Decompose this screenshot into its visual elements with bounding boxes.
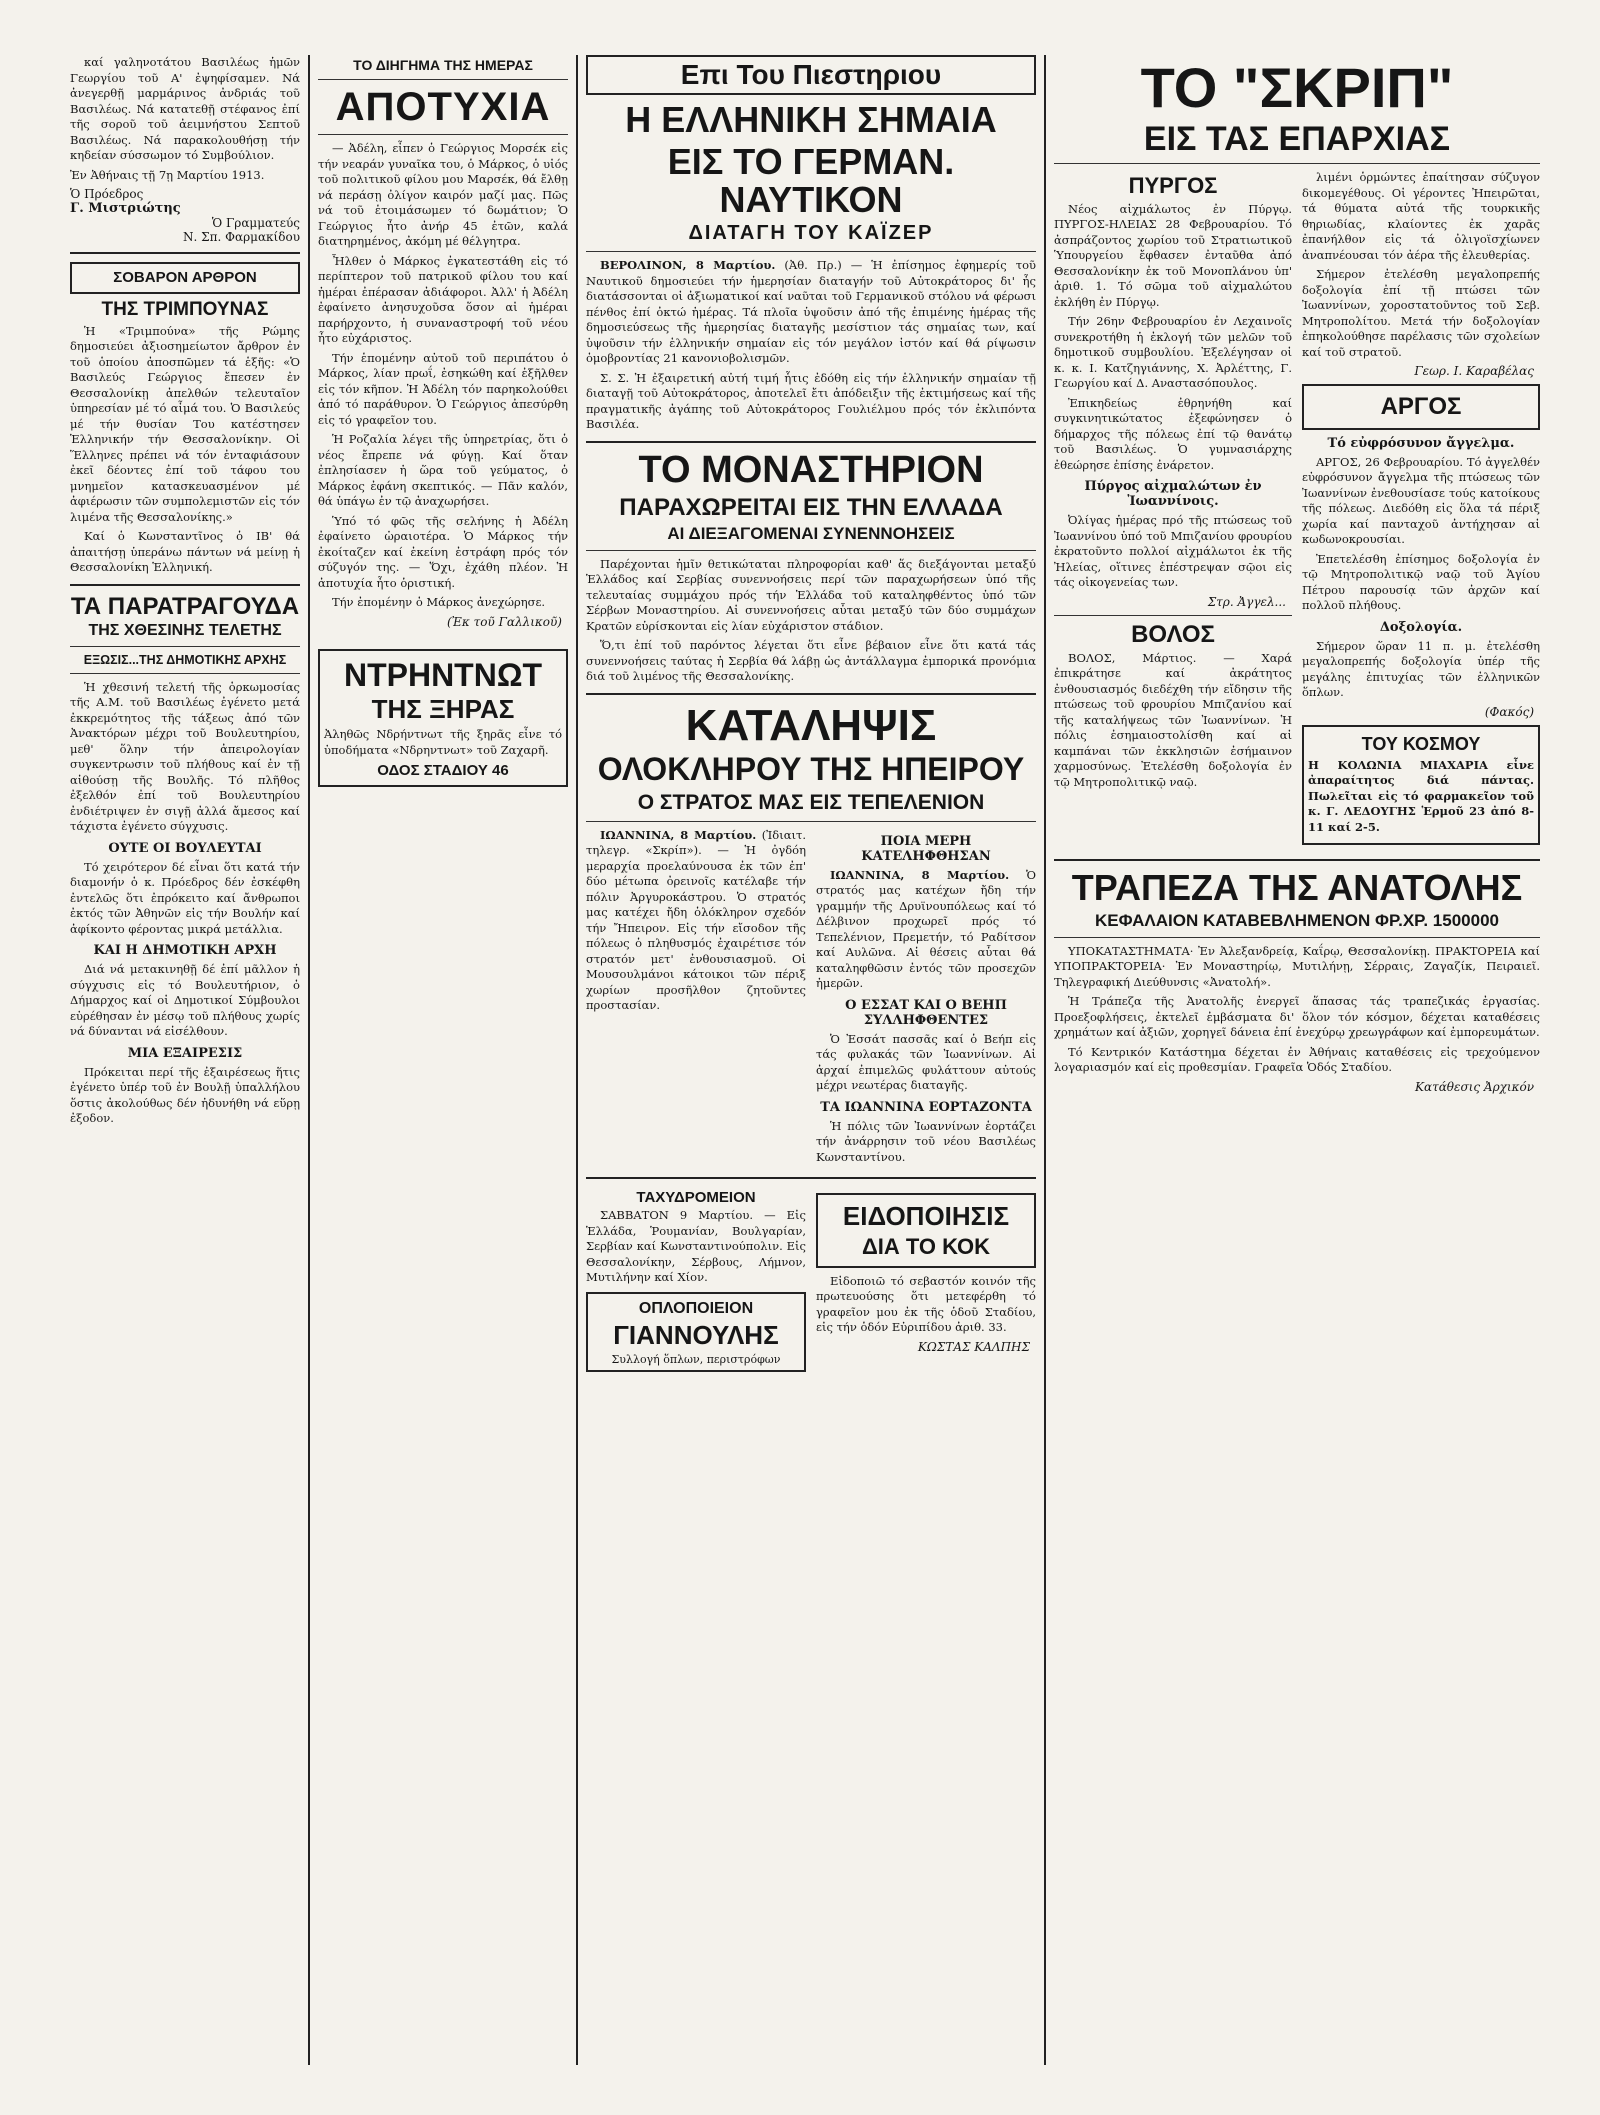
col3-ads-right: [816, 1187, 1036, 1378]
col4-bank-text3: Τό Κεντρικόν Κατάστημα δέχεται ἐν Ἀθήναις καταθέσεις εἰς τρεχούμενον λογαριασμόν καί εἰς προθεσμίαν. Γραφεῖα Ὁδός Σταδίου.: [1054, 1044, 1540, 1075]
col3-text-body: (Ἀθ. Πρ.) — Ἡ ἐπίσημος ἐφημερίς τοῦ Ναυτικοῦ δημοσιεύει τήν ἡμερησίαν διαταγήν τοῦ Αὐτοκράτορος δι' ἧς διατάσσονται οἱ ἀξιωματικοί καί ναῦται τοῦ Γερμανικοῦ στόλου νά φέρωσι πένθος ἐπί ὀκτώ ἡμέρας. Τά πλοῖα ὑψοῦσιν ἀπό τῆς ἐπιμένης ἡμέρας τῆς δημοσιεύσεως τῆς ἡμερησίας διαταγῆς μεσίστιον τάς σημαίας των, καί ὑψοῦσιν τήν ἑλληνικήν σημαίαν εἰς τόν μεγάλον ἱστόν καί θά ρίψωσιν ὁμοβροντίας 21 κανονιοβολισμῶν.: [586, 258, 1036, 366]
col3-ads2-text: Συλλογή ὅπλων, περιστρόφων: [611, 1353, 781, 1367]
divider: [586, 550, 1036, 551]
col3-ads2-heading: ΟΠΛΟΠΟΙΕΙΟΝ: [638, 1299, 754, 1317]
col4-argos-heading: ΑΡΓΟΣ: [1380, 393, 1462, 421]
column-3: [586, 55, 1036, 2065]
divider: [586, 693, 1036, 695]
col4-bank-text2: Ἡ Τράπεζα τῆς Ἀνατολῆς ἐνεργεῖ ἅπασας τάς τραπεζικάς ἐργασίας. Προεξοφλήσεις, ἐκτελεῖ ἐμβάσματα δι' ὅλον τόν κόσμον, δέχεται καταθέσεις χρημάτων καί ἀξιῶν, χορηγεῖ δάνεια ἐπί ἐνεχύρῳ χρεωγράφων καί ἐμπορευμάτων.: [1054, 994, 1540, 1040]
col4-kosmou-box: [1302, 725, 1540, 845]
divider: [70, 584, 300, 586]
col2-ad-address: ΟΔΟΣ ΣΤΑΔΙΟΥ 46: [377, 762, 509, 780]
col4-kosmou-heading: ΤΟΥ ΚΟΣΜΟΥ: [1361, 733, 1481, 754]
col4-argos-box: [1302, 384, 1540, 429]
col4-volos-heading: ΒΟΛΟΣ: [1131, 620, 1215, 648]
col4-bank-sign: Κατάθεσις Ἀρχικόν: [1415, 1079, 1534, 1094]
col2-text-5: Ὑπό τό φῶς τῆς σελήνης ἡ Ἀδέλη ἐφαίνετο ὡραιοτέρα. Ὁ Μάρκος τήν ἐκοίταζεν καί ἐκείνη ἐστράφη πρός τόν σύζυγόν της. — Ὅχι, ἐχάθη πλέον. Ἡ ἀποτυχία ἦτο ὁριστική.: [318, 513, 568, 590]
col3-ads: [586, 1187, 1036, 1378]
col3-text2: Παρέχονται ἡμῖν θετικώταται πληροφορίαι καθ' ἅς διεξάγονται μεταξύ Ἑλλάδος καί Σερβίας συνεννοήσεις περί τῶν παραχωρήσεων ὑπό τῆς τελευταίας συμμάχου πρός τήν Ἑλλάδα τοῦ καταληφθέντος ὑπό τῶν Σέρβων Μοναστηρίου. Αἱ συνεννοήσεις αὗται μεταξύ τῶν δύο συμμάχων Κρατῶν εὑρίσκονται εἰς λίαν εὐχάριστον στάδιον.: [586, 556, 1036, 633]
col4-right-sign: Γεωρ. Ι. Καραβέλας: [1414, 364, 1534, 379]
col4-argos-text3: Σήμερον ὥραν 11 π. μ. ἐτελέσθη μεγαλοπρεπής δοξολογία ὑπέρ τῆς μεγάλης ἐπιτυχίας τῶν ἑλληνικῶν ὅπλων.: [1302, 638, 1540, 700]
col3-notice-box: [816, 1193, 1036, 1267]
col1-article2-heading-2: ΤΗΣ ΤΡΙΜΠΟΥΝΑΣ: [101, 298, 269, 320]
col4-pyrgos-sub: Πύργος αἰχμαλώτων ἐν Ἰωαννίνοις.: [1084, 479, 1262, 510]
col3-text3-body: (Ἰδιαιτ. τηλεγρ. «Σκρίπ»). — Ἡ ὀγδόη μεραρχία προελαύνουσα ἐκ τῶν ἐπ' δύο μέτωπα ὀρεινοῖς κατέλαβε τήν πόλιν Ἀργυροκάστρου. Ὁ στρατός μας κατέχει ἤδη ὁλόκληρον σχεδόν τήν Ἤπειρον. Εἰς τήν εἴσοδον τῆς πόλεως ὁ πληθυσμός ἐχαιρέτισε τόν στρατόν μετ' ἐνθουσιασμοῦ. Οἱ Μουσουλμάνοι κάτοικοι τῶν πέριξ χωρίων προσῆλθον ζητοῦντες προστασίαν.: [586, 827, 806, 1013]
col2-text-6: Τήν ἐπομένην ὁ Μάρκος ἀνεχώρησε.: [332, 595, 546, 609]
col4-right: [1302, 170, 1540, 851]
col1-top-text: καί γαληνοτάτου Βασιλέως ἡμῶν Γεωργίου τοῦ Α' ἐψηφίσαμεν. Νά ἀνεγερθῇ μαρμάρινος ἀνδριάς τοῦ Βασιλέως. Νά κατατεθῇ στέφανος ἐπί τῆς σοροῦ τοῦ ἀειμνήστου Σεπτοῦ Βασιλέως. Νά παρακολουθήσῃ τήν κηδείαν σύσσωμον τό Συμβούλιον.: [70, 55, 300, 162]
col1-sub2-heading: ΚΑΙ Η ΔΗΜΟΤΙΚΗ ΑΡΧΗ: [93, 943, 277, 959]
col1-secretary-label: Ὁ Γραμματεύς: [211, 216, 300, 230]
col3-ads-heading: ΤΑΧΥΔΡΟΜΕΙΟΝ: [636, 1189, 756, 1207]
col1-president-label: Ὁ Πρόεδρος: [70, 187, 144, 201]
col3-text2b: Ὅ,τι ἐπί τοῦ παρόντος λέγεται ὅτι εἶνε βέβαιον εἶνε ὅτι κατά τάς συνεννοήσεις ταύτας ἡ Σερβία θά λάβῃ ὡς ἀντάλλαγμα ἐμπορικά προνόμια διά τοῦ λιμένος τῆς Θεσσαλονίκης.: [586, 638, 1036, 684]
col3-head4: ΠΟΙΑ ΜΕΡΗ ΚΑΤΕΛΗΦΘΗΣΑΝ: [861, 833, 991, 864]
col3-ads-text: ΣΑΒΒΑΤΟΝ 9 Μαρτίου. — Εἰς Ἑλλάδα, Ῥουμανίαν, Βουλγαρίαν, Σερβίαν καί Κωνσταντινούπολιν. Εἰς Θεσσαλονίκην, Σέρβους, Λήμνον, Μυτιλήνην καί Χίον.: [586, 1208, 806, 1285]
col3-subhead: ΔΙΑΤΑΓΗ ΤΟΥ ΚΑΪΖΕΡ: [688, 222, 934, 245]
divider: [70, 673, 300, 674]
col3-head2-a: ΤΟ ΜΟΝΑΣΤΗΡΙΟΝ: [638, 448, 984, 491]
col4-pyrgos-text3: Ἐπικηδείως ἐθρηνήθη καί συγκινητικώτατος ἐξεφώνησεν ὁ δήμαρχος τῆς πόλεως ἐπί τῷ θανάτῳ τοῦ Βασιλέως. Ὁ γυμνασιάρχης ἐθεώρησε ἐπίσης ἐνάρετον.: [1054, 395, 1292, 472]
col1-article2-tail: Καί ὁ Κωνσταντῖνος ὁ ΙΒ' θά ἀπαιτήσῃ ὑπεράνω πάντων νά μείνῃ ἡ Θεσσαλονίκη Ἑλληνική.: [70, 529, 300, 575]
col3-dateline3: ΙΩΑΝΝΙΝΑ, 8 Μαρτίου.: [600, 827, 757, 842]
col4-bank-text: ΥΠΟΚΑΤΑΣΤΗΜΑΤΑ· Ἐν Ἀλεξανδρείᾳ, Καΐρῳ, Θεσσαλονίκῃ. ΠΡΑΚΤΟΡΕΙΑ καί ΥΠΟΠΡΑΚΤΟΡΕΙΑ· Ἐν Μοναστηρίῳ, Μυτιλήνῃ, Σέρραις, Ζαγαζίκ, Πειραιεῖ. Τηλεγραφική Διεύθυνσις «Ἀνατολή».: [1054, 943, 1540, 989]
col3-ads-left: [586, 1187, 806, 1378]
col3-head2-b: ΠΑΡΑΧΩΡΕΙΤΑΙ ΕΙΣ ΤΗΝ ΕΛΛΑΔΑ: [619, 493, 1003, 521]
col4-masthead-1: ΤΟ "ΣΚΡΙΠ": [1140, 56, 1454, 119]
col4-pyrgos-text4: Ὀλίγας ἡμέρας πρό τῆς πτώσεως τοῦ Ἰωαννίνου ὑπό τοῦ Μπιζανίου φρουρίου ἐκρατοῦντο πολλοί αἰχμάλωτοι ἐκ τῆς Ἠλείας, οἵτινες ἐπέστρεψαν σῷοι εἰς τάς οἰκογενείας των.: [1054, 513, 1292, 590]
column-4: [1054, 55, 1540, 2065]
col1-sub2-text: Διά νά μετακινηθῇ δέ ἐπί μᾶλλον ἡ σύγχυσις εἰς τό Βουλευτήριον, ὁ Δήμαρχος καί οἱ Δημοτικοί Σύμβουλοι εὑρέθησαν ἐν μέσῳ τοῦ πλήθους χωρίς νά δύνανται νά εἰσέλθουν.: [70, 962, 300, 1039]
col2-text-3: Τήν ἑπομένην αὐτοῦ τοῦ περιπάτου ὁ Μάρκος, λίαν πρωΐ, ἐσηκώθη καί ἐξῆλθεν εἰς τόν κῆπον. Ἡ Ἀδέλη τόν παρηκολούθει ἀπό τό παράθυρον. Ὁ Γεώργιος ἀπεσύρθη εἰς τό γραφεῖον του.: [318, 350, 568, 427]
col3-dateline: ΒΕΡΟΛΙΝΟΝ, 8 Μαρτίου.: [600, 258, 776, 273]
col3-headline-1: Η ΕΛΛΗΝΙΚΗ ΣΗΜΑΙΑ: [625, 99, 997, 140]
divider: [70, 646, 300, 647]
col1-article2-heading-1: ΣΟΒΑΡΟΝ ΑΡΘΡΟΝ: [113, 269, 257, 286]
col1-sub3-text: Πρόκειται περί τῆς ἐξαιρέσεως ἥτις ἐγένετο ὑπέρ τοῦ ἐν Βουλῇ ὑπαλλήλου ὅστις ἀκολούθως δέν ἠδυνήθη νά εὕρῃ ἐξοδον.: [70, 1064, 300, 1126]
col3-text6: Ἡ πόλις τῶν Ἰωαννίνων ἑορτάζει τήν ἀνάρρησιν τοῦ νέου Βασιλέως Κωνσταντίνου.: [816, 1118, 1036, 1164]
column-rule: [308, 55, 310, 2065]
col3-masthead: Επι Του Πιεστηριου: [586, 55, 1036, 95]
col4-bank-subheading: ΚΕΦΑΛΑΙΟΝ ΚΑΤΑΒΕΒΛΗΜΕΝΟΝ ΦΡ.ΧΡ. 1500000: [1095, 910, 1499, 930]
col1-article2-heading-box: [70, 262, 300, 294]
column-rule: [576, 55, 578, 2065]
col4-split: [1054, 170, 1540, 851]
col4-left: [1054, 170, 1292, 851]
col3-dateline4: ΙΩΑΝΝΙΝΑ, 8 Μαρτίου.: [830, 867, 1010, 882]
col3-head3-c: Ο ΣΤΡΑΤΟΣ ΜΑΣ ΕΙΣ ΤΕΠΕΛΕΝΙΟΝ: [637, 790, 985, 814]
col4-argos-sign: (Φακός): [1484, 704, 1534, 719]
col1-article3-text: Ἡ χθεσινή τελετή τῆς ὁρκωμοσίας τῆς Α.Μ. τοῦ Βασιλέως ἐγένετο μετά ἐκκρεμότητος τῆς τάξεως ἀπό τῶν Ἀνακτόρων μέχρι τοῦ Βουλευτηρίου, μεθ' ὅλην τήν ἀπειρολογίαν συγκεντρωσιν τοῦ πλήθους καί ἐν τῇ αἰθούσῃ τῆς Βουλῆς. Τό πλῆθος ἐξελθόν ἐπί τοῦ Βουλευτηρίου ἐνδιέτριψεν ἐν σιγῇ ἀλλά ἄμεσος καί τάχιστα ἐγένετο σύγχυσις.: [70, 679, 300, 834]
col3-notice-heading-1: ΕΙΔΟΠΟΙΗΣΙΣ: [842, 1201, 1010, 1232]
column-rule: [1044, 55, 1046, 2065]
col2-ad-text: Ἀληθῶς Νδρήντνωτ τῆς ξηρᾶς εἶνε τό ὑποδήματα «Νδρηντνωτ» τοῦ Ζαχαρῆ.: [324, 727, 562, 757]
col2-text-1: — Ἀδέλη, εἶπεν ὁ Γεώργιος Μορσέκ εἰς τήν νεαράν γυναῖκα του, ὁ Μάρκος, ὁ υἱός τοῦ πολιτικοῦ φίλου μου Μαρσέκ, θά ἔλθῃ νά περάσῃ ὀλίγον καιρόν μαζί μας. Πῶς νά τοῦ ἑτοιμάσωμεν τό δωμάτιον; Ὁ Γεώργιος ἦτο ἀνήρ 45 ἐτῶν, καλά διατηρημένος, ἀκόμη μέ θέλγητρα.: [318, 141, 568, 248]
col1-article3-heading-2: ΤΗΣ ΧΘΕΣΙΝΗΣ ΤΕΛΕΤΗΣ: [88, 621, 282, 639]
col1-sub3-heading: ΜΙΑ ΕΞΑΙΡΕΣΙΣ: [127, 1045, 243, 1061]
col4-bank-heading: ΤΡΑΠΕΖΑ ΤΗΣ ΑΝΑΤΟΛΗΣ: [1071, 867, 1523, 909]
column-2: [318, 55, 568, 2065]
col4-argos-sub: Τό εὐφρόσυνον ἄγγελμα.: [1327, 435, 1515, 451]
col4-right-text: λιμένι ὁρμώντες ἐπαίτησαν σύζυγον δικομεγέθους. Οἱ γέροντες Ἠπειρῶται, τά θύματα αὐτά τῆς τουρκικῆς θηριωδίας, κλαίοντες ἐκ χαρᾶς ἐπανήλθον εἰς τά ὀλιγοϊσχίωνεν ἀναπνέουσαι τόν ἀέρα τῆς ἐλευθερίας.: [1302, 170, 1540, 262]
col3-ads2-name: ΓΙΑΝΝΟΥΛΗΣ: [613, 1319, 779, 1350]
col4-pyrgos-signed: Στρ. Ἀγγελ...: [1207, 594, 1286, 609]
divider: [586, 821, 1036, 822]
column-1: [70, 55, 300, 2065]
col3-right: [816, 828, 1036, 1170]
col1-sub-heading: ΟΥΤΕ ΟΙ ΒΟΥΛΕΥΤΑΙ: [108, 840, 262, 856]
col2-ad-heading-1: ΝΤΡΗΝΤΝΩΤ: [343, 656, 543, 693]
col4-argos-text2: Ἐπετελέσθη ἐπίσημος δοξολογία ἐν τῷ Μητροπολιτικῷ ναῷ τοῦ Ἁγίου Πέτρου παρουσίᾳ τῶν ἀρχῶν καί πολλοῦ πλήθους.: [1302, 551, 1540, 613]
col2-headline: ΑΠΟΤΥΧΙΑ: [335, 85, 551, 129]
col2-text-2: Ἦλθεν ὁ Μάρκος ἐγκατεστάθη εἰς τό περίπτερον τοῦ πατρικοῦ φίλου του καί ἡμέραι ἐπέρασαν ἀδιάφοροι. Ἀλλ' ἡ Ἀδέλη ἐφαίνετο ἀνησυχοῦσα ὅσον αἱ ἡμέραι παρήρχοντο, ἡ συναναστροφή τοῦ νέου ἦτο εὐχάριστος.: [318, 253, 568, 345]
divider: [318, 79, 568, 80]
col4-pyrgos-text2: Τήν 26ην Φεβρουαρίου ἐν Λεχαινοῖς συνεκροτήθη ἡ ἐκλογή τῶν μελῶν τοῦ δημοτικοῦ συμβουλίου. Ἐξελέγησαν οἱ κ. κ. Ι. Κατζηγιάννης, Χ. Ἀρλέττης, Γ. Γεωργίου καί Δ. Αναστασόπουλος.: [1054, 314, 1292, 391]
col3-notice-sign: ΚΩΣΤΑΣ ΚΑΛΠΗΣ: [917, 1339, 1030, 1354]
divider: [1054, 163, 1540, 164]
col3-text4-body: Ὁ στρατός μας κατέχων ἤδη τήν γραμμήν τῆς Δρυϊνουπόλεως καί τό Δέλβινον προχωρεῖ πρός τό Τεπελένιον, Πρεμετήν, τό Ραδίτσον καί Αυλῶνα. Αἱ θέσεις αὗται θά καταληφθῶσιν ἐντός τῶν προσεχῶν ἡμερῶν.: [816, 867, 1036, 991]
col3-head3-a: ΚΑΤΑΛΗΨΙΣ: [685, 700, 937, 750]
col3-head3-b: ΟΛΟΚΛΗΡΟΥ ΤΗΣ ΗΠΕΙΡΟΥ: [597, 751, 1025, 788]
divider: [70, 252, 300, 254]
col1-secretary-name: Ν. Σπ. Φαρμακίδου: [183, 230, 300, 244]
newspaper-page: [70, 55, 1540, 2065]
col1-article3-heading-1: ΤΑ ΠΑΡΑΤΡΑΓΟΥΔΑ: [70, 592, 300, 620]
divider: [586, 1177, 1036, 1179]
col1-president-name: Γ. Μιστριώτης: [70, 201, 181, 216]
divider: [1054, 859, 1540, 861]
col4-argos-sub2: Δοξολογία.: [1379, 619, 1463, 635]
col3-head6: ΤΑ ΙΩΑΝΝΙΝΑ ΕΟΡΤΑΖΟΝΤΑ: [820, 1099, 1032, 1115]
col3-head5: Ο ΕΣΣΑΤ ΚΑΙ Ο ΒΕΗΠ ΣΥΛΛΗΦΘΕΝΤΕΣ: [845, 997, 1007, 1028]
col2-credit: (Ἐκ τοῦ Γαλλικοῦ): [447, 614, 562, 629]
col3-text5: Ὁ Ἐσσάτ πασσᾶς καί ὁ Βεήπ εἰς τάς φυλακάς τῶν Ἰωαννίνων. Αἱ ἀρχαί ἐπιμελῶς φυλάττουν αὐτούς μέχρι νεωτέρας διαταγῆς.: [816, 1031, 1036, 1093]
col4-argos-text: ΑΡΓΟΣ, 26 Φεβρουαρίου. Τό ἀγγελθέν εὐφρόσυνον ἄγγελμα τῆς πτώσεως τῶν Ἰωαννίνων ἐνεθουσίασε τούς κατοίκους τῆς πόλεως. Διεδόθη εἰς ὅλα τά πέριξ χωρία καί πανταχοῦ ἀντήχησαν αἱ κωδωνοκρουσίαι.: [1302, 454, 1540, 547]
col2-text-4: Ἡ Ροζαλία λέγει τῆς ὑπηρετρίας, ὅτι ὁ νέος ἔπρεπε νά φύγῃ. Καί ὅταν ἐπλησίασεν ἡ ὥρα τοῦ γεύματος, ὁ Μάρκος ἐφάνη σκεπτικός. — Πᾶν καλόν, θά ὑπάγω ἐν τῷ ἀναχωρήσει.: [318, 432, 568, 508]
col3-left: [586, 828, 806, 1170]
col2-ad-box: [318, 649, 568, 788]
col1-sub-text: Τό χειρότερον δέ εἶναι ὅτι κατά τήν διαμονήν ὁ κ. Πρόεδρος δέν ἐσκέφθη ἐντελῶς ὅτι ἐπρόκειτο καί ἄνθρωποι ἐκτός τῶν Ἀθηνῶν εἰς τήν Βουλήν καί ἀφίκοντο φέροντας μικρά μετάλλια.: [70, 859, 300, 936]
col2-kicker: ΤΟ ΔΙΗΓΗΜΑ ΤΗΣ ΗΜΕΡΑΣ: [353, 57, 533, 73]
col3-text: [586, 258, 1036, 367]
divider: [586, 251, 1036, 252]
col3-headline-2: ΕΙΣ ΤΟ ΓΕΡΜΑΝ. ΝΑΥΤΙΚΟΝ: [667, 140, 955, 220]
col3-text3: [586, 828, 806, 1014]
col3-head2-c: ΑΙ ΔΙΕΞΑΓΟΜΕΝΑΙ ΣΥΝΕΝΝΟΗΣΕΙΣ: [667, 523, 955, 543]
col4-right-text2: Σήμερον ἐτελέσθη μεγαλοπρεπής δοξολογία ἐπί τῇ πτώσει τῶν Ἰωαννίνων, χοροστατοῦντος τοῦ Σεβ. Μητροπολίτου. Μετά τήν δοξολογίαν ἐπηκολούθησε παρέλασις τῶν σχολείων καί τοῦ στρατοῦ.: [1302, 267, 1540, 359]
col1-article3-heading-3: ΕΞΩΣΙΣ...ΤΗΣ ΔΗΜΟΤΙΚΗΣ ΑΡΧΗΣ: [83, 652, 287, 667]
col4-masthead-2: ΕΙΣ ΤΑΣ ΕΠΑΡΧΙΑΣ: [1143, 119, 1451, 158]
col4-pyrgos-heading: ΠΥΡΓΟΣ: [1128, 173, 1218, 199]
col1-date-place: Ἐν Ἀθήναις τῇ 7ῃ Μαρτίου 1913.: [70, 167, 265, 182]
col2-ad-heading-2: ΤΗΣ ΞΗΡΑΣ: [371, 694, 515, 725]
col3-split: [586, 828, 1036, 1170]
col3-text4: [816, 868, 1036, 992]
col3-notice-text: Εἰδοποιῶ τό σεβαστόν κοινόν τῆς πρωτευούσης ὅτι μετεφέρθη τό γραφεῖον μου ἐκ τῆς ὁδοῦ Σταδίου, εἰς τήν ὁδόν Εὐριπίδου ἀριθ. 33.: [816, 1273, 1036, 1335]
divider: [1054, 615, 1292, 616]
col1-article2-text: Ἡ «Τριμπούνα» τῆς Ρώμης δημοσιεύει ἀξιοσημείωτον ἄρθρον ἐν τοῦ ὁποίου ἀποσπῶμεν τά ἑξῆς: «Ὁ Βασιλεύς Γεώργιος ἔπεσεν ἐν Θεσσαλονίκῃ ἀπελθών τελευταῖον ὑπηρεσίαν μέ τό αἷμά του. Ὁ Βασιλεύς μέ τήν θυσίαν Του κατέστησεν Ἑλληνικήν τήν Θεσσαλονίκην. Οἱ Ἕλληνες πρέπει νά τόν ἐνταφιάσουν ἐκεῖ δέοντες ἐπί τοῦ τάφου του μνημεῖον κατασκευασμένον μέ ἀφιέρωσιν τῶν συμπολεμιστῶν εἰς τόν λιμένα τῆς Θεσσαλονίκης.»: [70, 323, 300, 524]
divider: [586, 441, 1036, 443]
col4-pyrgos-text: Νέος αἰχμάλωτος ἐν Πύργῳ. ΠΥΡΓΟΣ-ΗΛΕΙΑΣ 28 Φεβρουαρίου. Τό ἀσπράζοντος χωρίου τοῦ Στρατιωτικοῦ Ὑπουργείου ἔφθασεν ἐνταῦθα ἀπό Θεσσαλονίκην ἐκ τοῦ Μονοπλάνου ὑπ' ἀριθ. 1. Τό σῶμα τοῦ αἰχμαλώτου ἐκλήθη ἐν Πύργῳ.: [1054, 201, 1292, 309]
divider: [318, 134, 568, 135]
col3-notice-heading-2: ΔΙΑ ΤΟ ΚΟΚ: [861, 1233, 991, 1259]
col4-kosmou-text: Η ΚΟΛΩΝΙΑ ΜΙΑΧΑΡΙΑ εἶνε ἀπαραίτητος διά πάντας. Πωλεῖται εἰς τό φαρμακεῖον τοῦ κ. Γ. ΛΕΔΟΥΓΗΣ Ἑρμοῦ 23 ἀπό 8-11 καί 2-5.: [1308, 757, 1534, 834]
col4-volos-text: ΒΟΛΟΣ, Μάρτιος. — Χαρά ἐπικράτησε καί ἀκράτητος ἐνθουσιασμός διεδέχθη τήν εἴδησιν τῆς πτώσεως τοῦ φρουρίου Μπιζανίου καί τῆς καταλήψεως τῶν Ἰωαννίνων. Ἡ πόλις ἐσημαιοστολίσθη καί αἱ καμπάναι τῶν ἐκκλησιῶν ἐσήμαινον χαρμοσύνως. Ἐτελέσθη δοξολογία ἐν τῷ Μητροπολιτικῷ ναῷ.: [1054, 650, 1292, 789]
col3-ads2-box: [586, 1292, 806, 1372]
col3-text-b: Σ. Σ. Ἡ ἐξαιρετική αὐτή τιμή ἧτις ἐδόθη εἰς τήν ἑλληνικήν σημαίαν τῇ διαταγῇ τοῦ Αὐτοκράτορος, ἀποτελεῖ ἔτι ἀπόδειξιν τῆς ἐκτιμήσεως καί τῆς πραγματικῆς ἀγάπης τοῦ Αὐτοκράτορος Γουλιέλμου πρός τόν ἐκλιπόντα Βασιλέα.: [586, 370, 1036, 432]
divider: [1054, 937, 1540, 938]
